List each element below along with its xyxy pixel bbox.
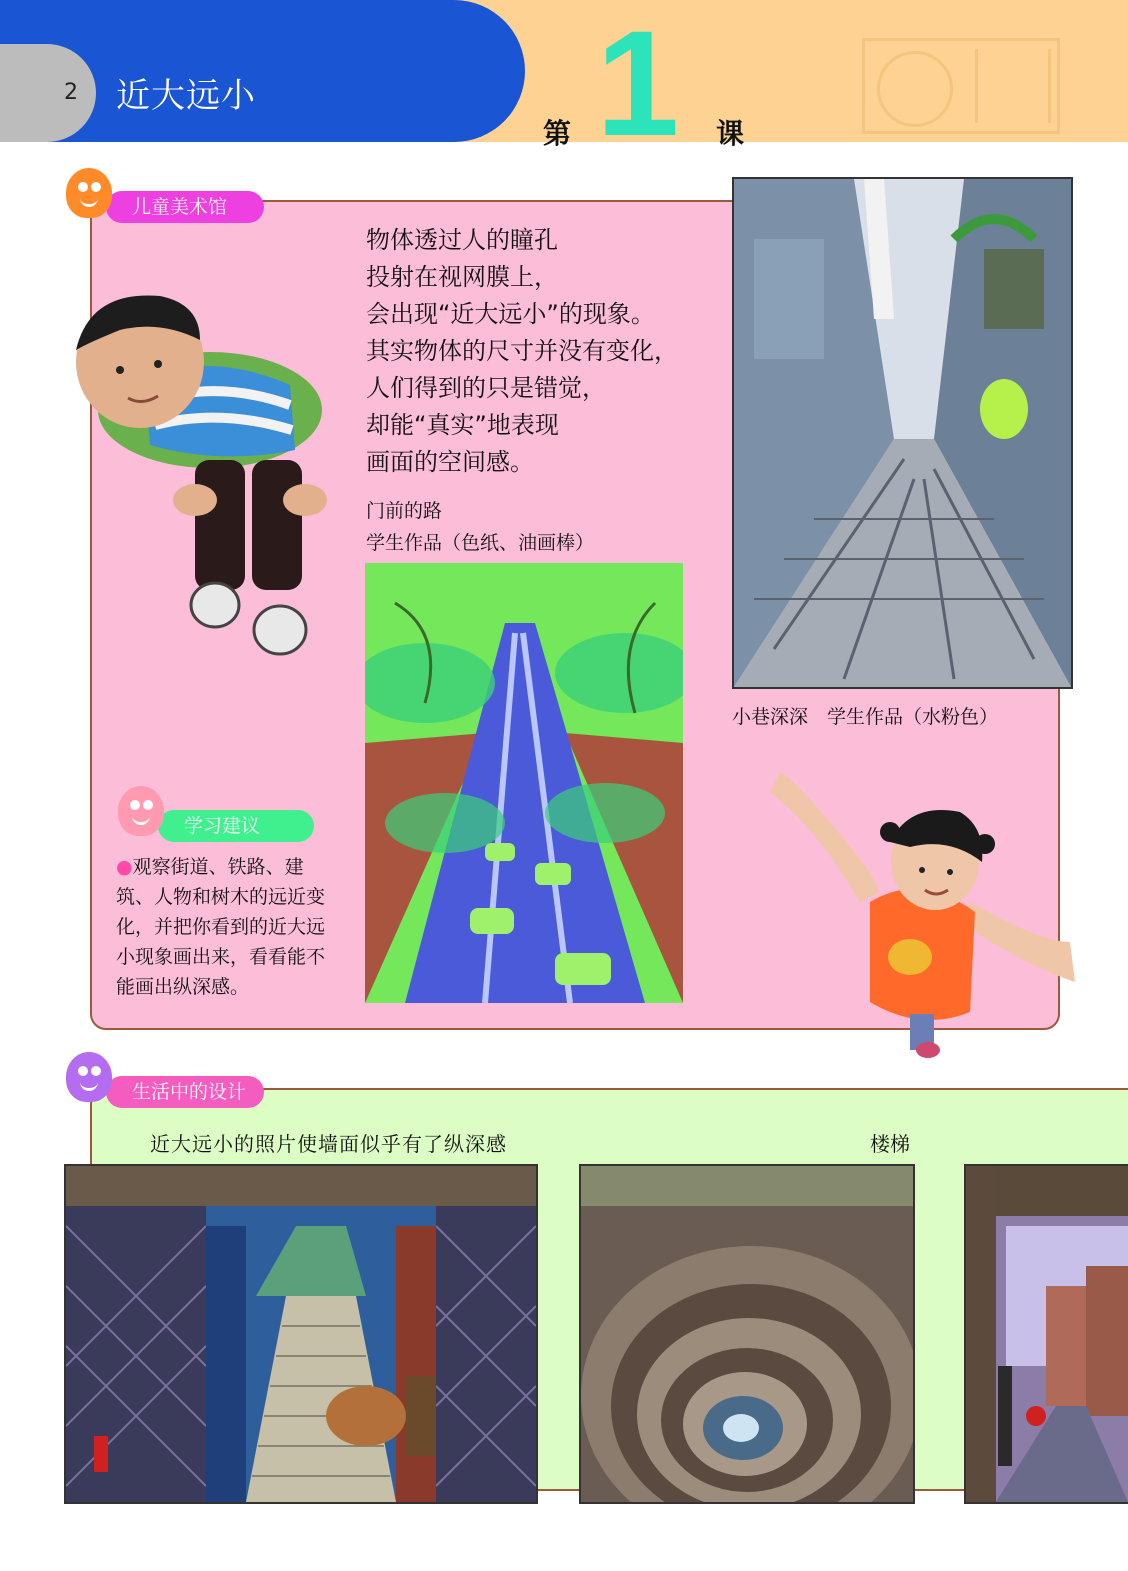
- orange-mascot-icon: [66, 168, 112, 218]
- design-label: 生活中的设计: [106, 1076, 264, 1108]
- purple-mascot-icon: [66, 1052, 112, 1102]
- street-photo: [964, 1164, 1128, 1504]
- poem-line: 会出现“近大远小”的现象。: [366, 300, 655, 328]
- wall-mural-photo: [64, 1164, 538, 1504]
- poem-line: 画面的空间感。: [366, 448, 534, 476]
- photo2-caption: 楼梯: [870, 1132, 910, 1156]
- poem-line: 投射在视网膜上，: [366, 263, 558, 291]
- boy-photo: [60, 290, 350, 670]
- page-number-tab: [0, 44, 96, 142]
- poem-line: 其实物体的尺寸并没有变化，: [366, 337, 678, 365]
- lesson-ordinal-suffix: 课: [716, 117, 745, 150]
- poem-line: 人们得到的只是错觉，: [366, 374, 606, 402]
- gallery-poem: [366, 222, 678, 481]
- pink-mascot-icon: [118, 786, 164, 836]
- photo1-caption: 近大远小的照片使墙面似乎有了纵深感: [150, 1132, 507, 1156]
- artwork1-caption: 学生作品（色纸、油画棒）: [366, 532, 595, 554]
- study-tip-text: ●观察街道、铁路、建筑、人物和树木的远近变化，并把你看到的近大远小现象画出来，看看能不能画出纵深感。: [116, 856, 326, 998]
- study-tip-label: 学习建议: [158, 810, 314, 842]
- gallery-label: 儿童美术馆: [106, 191, 264, 223]
- page-number: 2: [64, 80, 78, 105]
- spiral-staircase-photo: [579, 1164, 915, 1504]
- lesson-ordinal-prefix: 第: [543, 117, 572, 150]
- poem-line: 却能“真实”地表现: [366, 411, 559, 439]
- alley-painting: [732, 177, 1073, 689]
- artwork2-caption: 小巷深深 学生作品（水粉色）: [732, 706, 999, 728]
- header-ornament: [862, 38, 1060, 134]
- bullet-icon: ●: [116, 856, 133, 878]
- artwork1-title: 门前的路: [366, 500, 443, 522]
- lesson-ordinal-number: 1: [596, 0, 680, 167]
- poem-line: 物体透过人的瞳孔: [366, 226, 558, 254]
- girl-photo: [760, 752, 1090, 1062]
- lesson-title: 近大远小: [116, 76, 256, 116]
- road-painting: [365, 563, 683, 1003]
